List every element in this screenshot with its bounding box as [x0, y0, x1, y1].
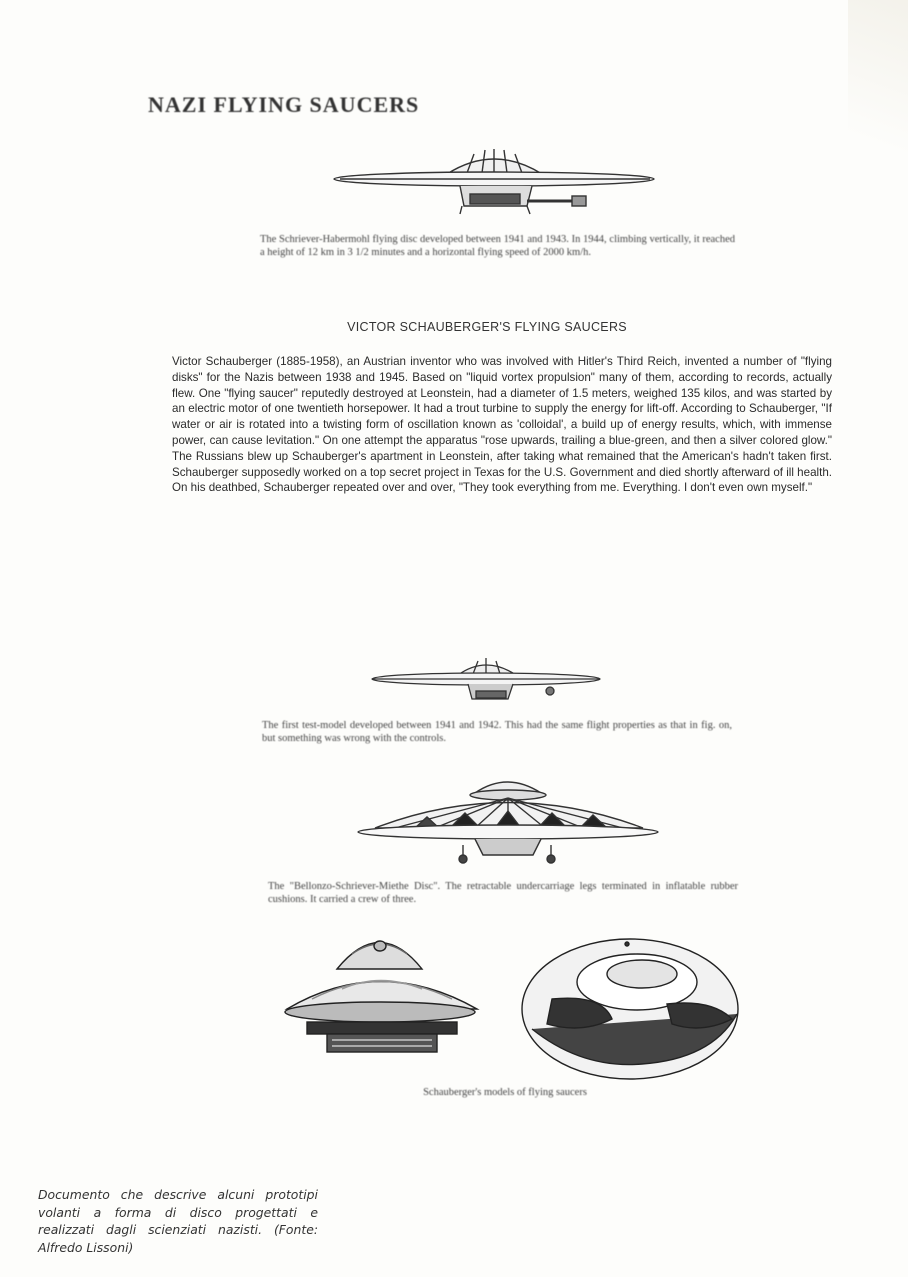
- flying-disc-illustration: [332, 146, 657, 224]
- figure-caption-2: The first test-model developed between 1941 and 1942. This had the same flight properties as that in fig. on, but something was wrong with the controls.: [262, 720, 732, 744]
- document-title: NAZI FLYING SAUCERS: [148, 92, 420, 117]
- figure-caption-4: Schauberger's models of flying saucers: [423, 1087, 587, 1098]
- figure-caption-3: The "Bellonzo-Schriever-Miethe Disc". The retractable undercarriage legs terminated in inflatable rubber cushions. It carried a crew of three.: [268, 881, 738, 905]
- footer-caption: Documento che descrive alcuni prototipi volanti a forma di disco progettati e realizzati dagli scienziati nazisti. (Fonte: Alfredo Lissoni): [38, 1187, 318, 1255]
- body-paragraph: Victor Schauberger (1885-1958), an Austrian inventor who was involved with Hitler's Third Reich, invented a number of "flying disks" for the Nazis between 1938 and 1945. Based on "liquid vortex propulsion" many of them, according to records, actually flew. One "flying saucer" reputedly destroyed at Leonstein, had a diameter of 1.5 meters, weighed 135 kilos, and was started by an electric motor of one twentieth horsepower. It had a trout turbine to supply the energy for lift-off. According to Schauberger, "If water or air is rotated into a twisting form of oscillation known as 'colloidal', a build up of energy results, which, with immense power, can cause levitation." On one attempt the apparatus "rose upwards, trailing a blue-green, and then a silver colored glow." The Russians blew up Schauberger's apartment in Leonstein, after taking what remained that the American's hadn't taken first. Schauberger supposedly worked on a top secret project in Texas for the U.S. Government and died shortly afterward of ill health. On his deathbed, Schauberger repeated over and over, "They took everything from me. Everything. I don't even own myself.": [172, 355, 832, 495]
- figure-caption-1: The Schriever-Habermohl flying disc developed between 1941 and 1943. In 1944, climbing vertically, it reached a height of 12 km in 3 1/2 minutes and a horizontal flying speed of 2000 km/h.: [260, 234, 735, 258]
- section-heading: VICTOR SCHAUBERGER'S FLYING SAUCERS: [347, 320, 627, 334]
- test-model-disc-illustration: [368, 655, 598, 710]
- scan-shadow: [848, 0, 908, 200]
- schauberger-models-illustration: [282, 924, 752, 1082]
- belonze-disc-illustration: [355, 773, 663, 873]
